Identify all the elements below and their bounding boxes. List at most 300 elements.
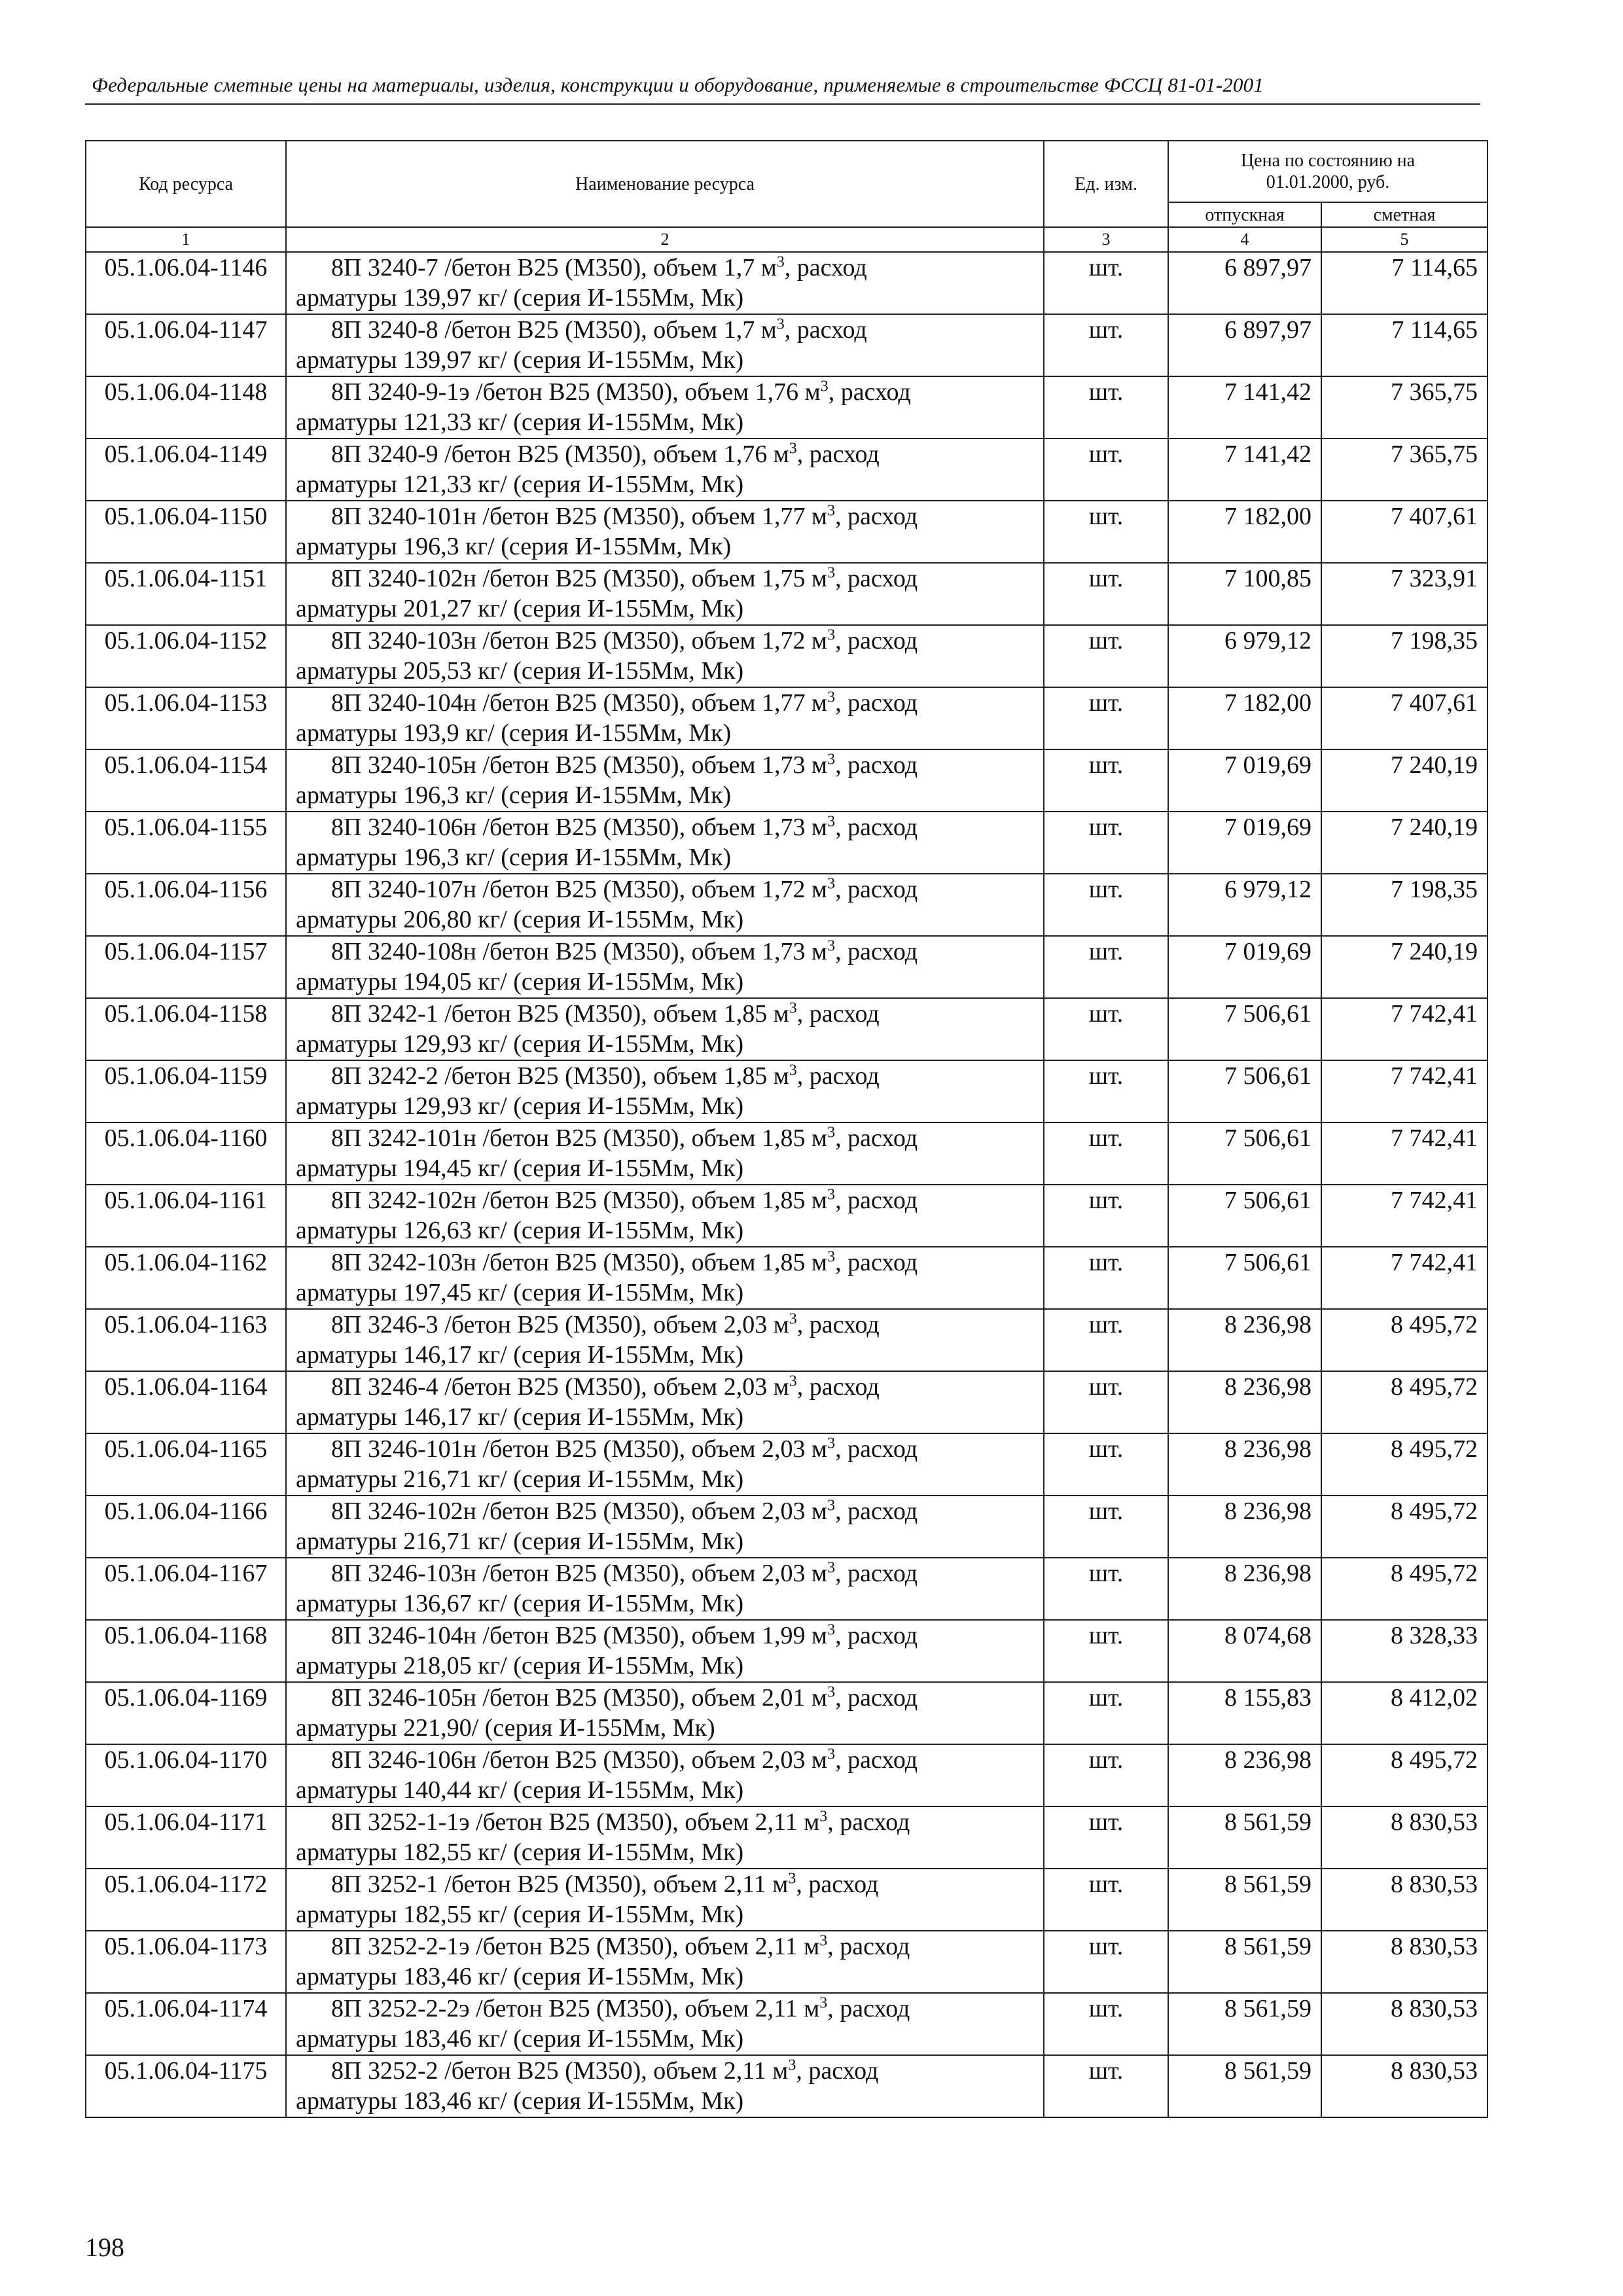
release-price: 7 506,61	[1168, 1185, 1321, 1247]
resource-code: 05.1.06.04-1165	[86, 1433, 286, 1496]
unit: шт.	[1044, 687, 1168, 749]
resource-code: 05.1.06.04-1157	[86, 936, 286, 998]
resource-name-line2: арматуры 183,46 кг/ (серия И-155Мм, Мк)	[296, 2087, 744, 2115]
resource-name	[286, 998, 1044, 1060]
resource-code: 05.1.06.04-1172	[86, 1869, 286, 1931]
unit: шт.	[1044, 1620, 1168, 1682]
column-number-row	[86, 227, 1488, 252]
cubic-superscript: 3	[789, 999, 797, 1017]
estimate-price: 8 495,72	[1321, 1433, 1488, 1496]
resource-name-part: , расход	[835, 814, 918, 841]
resource-name-part: , расход	[835, 1187, 918, 1214]
cubic-superscript: 3	[827, 1186, 836, 1204]
resource-name-part: , расход	[835, 1684, 918, 1712]
estimate-price: 8 830,53	[1321, 1869, 1488, 1931]
estimate-price: 7 240,19	[1321, 749, 1488, 812]
release-price: 8 561,59	[1168, 1806, 1321, 1869]
resource-name	[286, 1931, 1044, 1993]
release-price: 8 561,59	[1168, 2055, 1321, 2117]
resource-name-part: , расход	[827, 1808, 910, 1836]
resource-name-part: , расход	[835, 1622, 918, 1649]
cubic-superscript: 3	[776, 253, 785, 271]
resource-name-line2: арматуры 139,97 кг/ (серия И-155Мм, Мк)	[296, 284, 744, 312]
resource-name-line2: арматуры 196,3 кг/ (серия И-155Мм, Мк)	[296, 844, 732, 871]
table-row	[86, 501, 1488, 563]
unit: шт.	[1044, 1371, 1168, 1433]
resource-name	[286, 1620, 1044, 1682]
resource-name-part: 8П 3246-105н /бетон В25 (М350), объем 2,01 м	[331, 1684, 828, 1712]
resource-name-line2: арматуры 218,05 кг/ (серия И-155Мм, Мк)	[296, 1652, 744, 1679]
resource-name-line2: арматуры 216,71 кг/ (серия И-155Мм, Мк)	[296, 1465, 744, 1493]
resource-name-part: , расход	[835, 1560, 918, 1587]
resource-name-part: 8П 3240-8 /бетон В25 (М350), объем 1,7 м	[331, 316, 777, 344]
cubic-superscript: 3	[827, 1497, 836, 1515]
resource-name	[286, 936, 1044, 998]
estimate-price: 7 114,65	[1321, 252, 1488, 314]
unit: шт.	[1044, 376, 1168, 439]
resource-code: 05.1.06.04-1156	[86, 874, 286, 936]
resource-name-part: , расход	[796, 2057, 879, 2085]
release-price: 8 236,98	[1168, 1496, 1321, 1558]
table-row	[86, 625, 1488, 687]
cubic-superscript: 3	[827, 875, 836, 893]
cubic-superscript: 3	[827, 689, 836, 706]
resource-code: 05.1.06.04-1152	[86, 625, 286, 687]
resource-name	[286, 1993, 1044, 2055]
unit: шт.	[1044, 812, 1168, 874]
release-price: 8 236,98	[1168, 1433, 1321, 1496]
resource-code: 05.1.06.04-1171	[86, 1806, 286, 1869]
resource-name-part: 8П 3242-101н /бетон В25 (М350), объем 1,85 м	[331, 1124, 828, 1152]
release-price: 6 979,12	[1168, 625, 1321, 687]
unit: шт.	[1044, 1496, 1168, 1558]
unit: шт.	[1044, 936, 1168, 998]
resource-name-part: , расход	[796, 1062, 880, 1090]
resource-name-part: , расход	[835, 503, 918, 530]
estimate-price: 8 495,72	[1321, 1744, 1488, 1806]
resource-name-part: 8П 3240-101н /бетон В25 (М350), объем 1,77 м	[331, 503, 828, 530]
table-row	[86, 1371, 1488, 1433]
resource-name-line2: арматуры 197,45 кг/ (серия И-155Мм, Мк)	[296, 1279, 744, 1306]
estimate-price: 8 830,53	[1321, 1806, 1488, 1869]
cubic-superscript: 3	[827, 1621, 836, 1639]
resource-name-line2: арматуры 182,55 кг/ (серия И-155Мм, Мк)	[296, 1901, 744, 1928]
table-row	[86, 1682, 1488, 1744]
estimate-price: 7 407,61	[1321, 501, 1488, 563]
resource-name-part: , расход	[827, 1933, 910, 1960]
resource-name-line2: арматуры 140,44 кг/ (серия И-155Мм, Мк)	[296, 1776, 744, 1804]
resource-name-part: 8П 3246-106н /бетон В25 (М350), объем 2,03 м	[331, 1746, 828, 1774]
unit: шт.	[1044, 1122, 1168, 1185]
resource-name	[286, 1496, 1044, 1558]
estimate-price: 7 198,35	[1321, 874, 1488, 936]
release-price: 6 897,97	[1168, 314, 1321, 376]
resource-name-part: 8П 3240-102н /бетон В25 (М350), объем 1,75 м	[331, 565, 828, 592]
resource-name-part: 8П 3252-2-2э /бетон В25 (М350), объем 2,11 м	[331, 1995, 820, 2022]
release-price: 8 236,98	[1168, 1309, 1321, 1371]
cubic-superscript: 3	[827, 751, 836, 768]
cubic-superscript: 3	[827, 502, 836, 520]
estimate-price: 8 495,72	[1321, 1496, 1488, 1558]
unit: шт.	[1044, 625, 1168, 687]
table-row	[86, 874, 1488, 936]
cubic-superscript: 3	[819, 1994, 828, 2012]
resource-name	[286, 314, 1044, 376]
estimate-price: 7 742,41	[1321, 1247, 1488, 1309]
resource-name-part: 8П 3240-104н /бетон В25 (М350), объем 1,77 м	[331, 689, 828, 717]
resource-code: 05.1.06.04-1149	[86, 439, 286, 501]
resource-name	[286, 749, 1044, 812]
resource-name-part: , расход	[835, 1746, 918, 1774]
resource-name	[286, 812, 1044, 874]
resource-name-part: , расход	[835, 751, 918, 779]
resource-name-part: 8П 3246-104н /бетон В25 (М350), объем 1,99 м	[331, 1622, 828, 1649]
table-row	[86, 1806, 1488, 1869]
resource-code: 05.1.06.04-1160	[86, 1122, 286, 1185]
resource-name-line2: арматуры 183,46 кг/ (серия И-155Мм, Мк)	[296, 2025, 744, 2053]
table-row	[86, 998, 1488, 1060]
release-price: 8 561,59	[1168, 1993, 1321, 2055]
release-price: 7 506,61	[1168, 1247, 1321, 1309]
resource-name-part: , расход	[796, 1311, 880, 1338]
resource-name	[286, 252, 1044, 314]
resource-name-part: , расход	[827, 1995, 910, 2022]
resource-name-line2: арматуры 146,17 кг/ (серия И-155Мм, Мк)	[296, 1403, 744, 1431]
estimate-price: 8 328,33	[1321, 1620, 1488, 1682]
release-price: 7 019,69	[1168, 749, 1321, 812]
table-row	[86, 1869, 1488, 1931]
column-number: 1	[86, 227, 286, 252]
header-price: Цена по состоянию на 01.01.2000, руб.	[1168, 141, 1488, 202]
table-row	[86, 1496, 1488, 1558]
cubic-superscript: 3	[827, 1559, 836, 1577]
cubic-superscript: 3	[819, 1808, 828, 1825]
resource-name-line2: арматуры 129,93 кг/ (серия И-155Мм, Мк)	[296, 1030, 744, 1058]
column-number: 4	[1168, 227, 1321, 252]
resource-code: 05.1.06.04-1164	[86, 1371, 286, 1433]
resource-name-part: , расход	[796, 1373, 880, 1401]
resource-name-part: 8П 3252-2 /бетон В25 (М350), объем 2,11 м	[331, 2057, 789, 2085]
resource-name-part: 8П 3240-108н /бетон В25 (М350), объем 1,73 м	[331, 938, 828, 965]
resource-code: 05.1.06.04-1161	[86, 1185, 286, 1247]
cubic-superscript: 3	[820, 378, 829, 395]
resource-name-part: 8П 3240-107н /бетон В25 (М350), объем 1,72 м	[331, 876, 828, 903]
unit: шт.	[1044, 1931, 1168, 1993]
unit: шт.	[1044, 501, 1168, 563]
release-price: 6 979,12	[1168, 874, 1321, 936]
running-header-title: Федеральные сметные цены на материалы, изделия, конструкции и оборудование, применяемые в строительстве ФССЦ 81-01-2001	[92, 73, 1264, 96]
estimate-price: 7 323,91	[1321, 563, 1488, 625]
release-price: 7 100,85	[1168, 563, 1321, 625]
resource-code: 05.1.06.04-1146	[86, 252, 286, 314]
resource-name	[286, 1060, 1044, 1122]
resource-name	[286, 1247, 1044, 1309]
resource-name-part: , расход	[835, 1435, 918, 1463]
resource-name-part: 8П 3242-1 /бетон В25 (М350), объем 1,85 м	[331, 1000, 789, 1028]
resource-name	[286, 439, 1044, 501]
estimate-price: 7 742,41	[1321, 1060, 1488, 1122]
resource-name-part: 8П 3246-102н /бетон В25 (М350), объем 2,03 м	[331, 1498, 828, 1525]
resource-name	[286, 625, 1044, 687]
resource-name-line2: арматуры 196,3 кг/ (серия И-155Мм, Мк)	[296, 781, 732, 809]
resource-name-part: 8П 3252-2-1э /бетон В25 (М350), объем 2,11 м	[331, 1933, 820, 1960]
resource-name-line2: арматуры 183,46 кг/ (серия И-155Мм, Мк)	[296, 1963, 744, 1990]
resource-name-part: 8П 3242-2 /бетон В25 (М350), объем 1,85 м	[331, 1062, 789, 1090]
cubic-superscript: 3	[827, 1746, 836, 1763]
unit: шт.	[1044, 1309, 1168, 1371]
resource-name-part: , расход	[835, 1249, 918, 1276]
resource-name-part: 8П 3246-101н /бетон В25 (М350), объем 2,03 м	[331, 1435, 828, 1463]
resource-name-part: 8П 3240-9-1э /бетон В25 (М350), объем 1,76 м	[331, 378, 821, 406]
estimate-price: 7 407,61	[1321, 687, 1488, 749]
estimate-price: 7 365,75	[1321, 439, 1488, 501]
estimate-price: 7 114,65	[1321, 314, 1488, 376]
estimate-price: 8 830,53	[1321, 1931, 1488, 1993]
table-row	[86, 439, 1488, 501]
release-price: 8 236,98	[1168, 1558, 1321, 1620]
estimate-price: 7 240,19	[1321, 936, 1488, 998]
resource-name-line2: арматуры 205,53 кг/ (серия И-155Мм, Мк)	[296, 657, 744, 685]
estimate-price: 7 742,41	[1321, 1122, 1488, 1185]
estimate-price: 7 365,75	[1321, 376, 1488, 439]
resource-code: 05.1.06.04-1167	[86, 1558, 286, 1620]
table-row	[86, 749, 1488, 812]
header-rule	[85, 103, 1480, 105]
release-price: 6 897,97	[1168, 252, 1321, 314]
unit: шт.	[1044, 1682, 1168, 1744]
table-row	[86, 687, 1488, 749]
resource-code: 05.1.06.04-1155	[86, 812, 286, 874]
unit: шт.	[1044, 252, 1168, 314]
column-number: 5	[1321, 227, 1488, 252]
release-price: 8 155,83	[1168, 1682, 1321, 1744]
unit: шт.	[1044, 1433, 1168, 1496]
unit: шт.	[1044, 1869, 1168, 1931]
resource-name-part: 8П 3242-102н /бетон В25 (М350), объем 1,85 м	[331, 1187, 828, 1214]
resource-code: 05.1.06.04-1169	[86, 1682, 286, 1744]
table-row	[86, 1122, 1488, 1185]
cubic-superscript: 3	[789, 1372, 797, 1390]
release-price: 7 019,69	[1168, 812, 1321, 874]
resource-name-line2: арматуры 193,9 кг/ (серия И-155Мм, Мк)	[296, 719, 732, 747]
resource-name-part: , расход	[796, 1871, 879, 1898]
resource-code: 05.1.06.04-1163	[86, 1309, 286, 1371]
unit: шт.	[1044, 1993, 1168, 2055]
resource-code: 05.1.06.04-1174	[86, 1993, 286, 2055]
resource-name	[286, 1806, 1044, 1869]
estimate-price: 8 495,72	[1321, 1309, 1488, 1371]
resource-name	[286, 1744, 1044, 1806]
release-price: 8 561,59	[1168, 1931, 1321, 1993]
release-price: 8 236,98	[1168, 1744, 1321, 1806]
table-row	[86, 1620, 1488, 1682]
resource-name-part: 8П 3246-4 /бетон В25 (М350), объем 2,03 м	[331, 1373, 789, 1401]
header-code: Код ресурса	[86, 141, 286, 227]
unit: шт.	[1044, 1558, 1168, 1620]
unit: шт.	[1044, 998, 1168, 1060]
table-row	[86, 2055, 1488, 2117]
release-price: 7 141,42	[1168, 439, 1321, 501]
resource-name	[286, 1682, 1044, 1744]
cubic-superscript: 3	[827, 626, 836, 644]
resource-name-line2: арматуры 126,63 кг/ (серия И-155Мм, Мк)	[296, 1217, 744, 1244]
table-row	[86, 936, 1488, 998]
cubic-superscript: 3	[827, 813, 836, 831]
column-number: 3	[1044, 227, 1168, 252]
resource-code: 05.1.06.04-1170	[86, 1744, 286, 1806]
resource-name-line2: арматуры 129,93 кг/ (серия И-155Мм, Мк)	[296, 1092, 744, 1120]
resource-code: 05.1.06.04-1159	[86, 1060, 286, 1122]
estimate-price: 8 495,72	[1321, 1371, 1488, 1433]
resource-name-line2: арматуры 139,97 кг/ (серия И-155Мм, Мк)	[296, 346, 744, 374]
cubic-superscript: 3	[788, 1870, 796, 1888]
header-unit: Ед. изм.	[1044, 141, 1168, 227]
cubic-superscript: 3	[789, 1310, 797, 1328]
release-price: 7 506,61	[1168, 1122, 1321, 1185]
resource-name	[286, 376, 1044, 439]
resource-code: 05.1.06.04-1168	[86, 1620, 286, 1682]
resource-name-part: 8П 3252-1 /бетон В25 (М350), объем 2,11 м	[331, 1871, 789, 1898]
resource-name-part: , расход	[835, 627, 918, 655]
unit: шт.	[1044, 1806, 1168, 1869]
resource-name-part: , расход	[835, 689, 918, 717]
resource-name-line2: арматуры 121,33 кг/ (серия И-155Мм, Мк)	[296, 408, 744, 436]
unit: шт.	[1044, 2055, 1168, 2117]
resource-name-line2: арматуры 201,27 кг/ (серия И-155Мм, Мк)	[296, 595, 744, 622]
cubic-superscript: 3	[789, 1062, 797, 1079]
price-table	[85, 140, 1488, 2118]
resource-name	[286, 1309, 1044, 1371]
table-row	[86, 1433, 1488, 1496]
header-release-price: отпускная	[1168, 202, 1321, 227]
resource-name	[286, 1433, 1044, 1496]
release-price: 7 182,00	[1168, 687, 1321, 749]
resource-name	[286, 1122, 1044, 1185]
price-table-body	[86, 227, 1488, 2117]
resource-code: 05.1.06.04-1154	[86, 749, 286, 812]
unit: шт.	[1044, 1185, 1168, 1247]
resource-name-part: 8П 3240-9 /бетон В25 (М350), объем 1,76 м	[331, 440, 789, 468]
resource-name	[286, 1558, 1044, 1620]
resource-name-part: , расход	[835, 565, 918, 592]
release-price: 7 506,61	[1168, 1060, 1321, 1122]
resource-code: 05.1.06.04-1148	[86, 376, 286, 439]
table-row	[86, 1060, 1488, 1122]
resource-code: 05.1.06.04-1173	[86, 1931, 286, 1993]
header-name: Наименование ресурса	[286, 141, 1044, 227]
release-price: 7 141,42	[1168, 376, 1321, 439]
estimate-price: 8 830,53	[1321, 2055, 1488, 2117]
unit: шт.	[1044, 749, 1168, 812]
table-row	[86, 812, 1488, 874]
table-row	[86, 1185, 1488, 1247]
cubic-superscript: 3	[827, 937, 836, 955]
resource-name-line2: арматуры 182,55 кг/ (серия И-155Мм, Мк)	[296, 1839, 744, 1866]
resource-name-part: 8П 3240-103н /бетон В25 (М350), объем 1,72 м	[331, 627, 828, 655]
release-price: 7 182,00	[1168, 501, 1321, 563]
header-estimate-price: сметная	[1321, 202, 1488, 227]
table-row	[86, 1744, 1488, 1806]
resource-name-line2: арматуры 216,71 кг/ (серия И-155Мм, Мк)	[296, 1528, 744, 1555]
resource-name-part: , расход	[784, 254, 867, 281]
resource-name-line2: арматуры 196,3 кг/ (серия И-155Мм, Мк)	[296, 533, 732, 560]
estimate-price: 7 742,41	[1321, 1185, 1488, 1247]
resource-name-part: , расход	[796, 1000, 880, 1028]
table-row	[86, 1993, 1488, 2055]
resource-name-line2: арматуры 136,67 кг/ (серия И-155Мм, Мк)	[296, 1590, 744, 1617]
cubic-superscript: 3	[789, 440, 797, 457]
resource-name-line2: арматуры 206,80 кг/ (серия И-155Мм, Мк)	[296, 906, 744, 933]
unit: шт.	[1044, 563, 1168, 625]
resource-name	[286, 1371, 1044, 1433]
cubic-superscript: 3	[776, 315, 785, 333]
resource-code: 05.1.06.04-1166	[86, 1496, 286, 1558]
cubic-superscript: 3	[819, 1932, 828, 1950]
release-price: 8 236,98	[1168, 1371, 1321, 1433]
resource-name-line2: арматуры 146,17 кг/ (серия И-155Мм, Мк)	[296, 1341, 744, 1369]
resource-name-part: 8П 3240-7 /бетон В25 (М350), объем 1,7 м	[331, 254, 777, 281]
resource-name	[286, 2055, 1044, 2117]
table-row	[86, 376, 1488, 439]
table-row	[86, 563, 1488, 625]
resource-name	[286, 1185, 1044, 1247]
resource-name-part: 8П 3240-105н /бетон В25 (М350), объем 1,73 м	[331, 751, 828, 779]
resource-name	[286, 563, 1044, 625]
resource-name-part: 8П 3246-103н /бетон В25 (М350), объем 2,03 м	[331, 1560, 828, 1587]
release-price: 8 561,59	[1168, 1869, 1321, 1931]
resource-name-line2: арматуры 221,90/ (серия И-155Мм, Мк)	[296, 1714, 715, 1742]
unit: шт.	[1044, 1060, 1168, 1122]
resource-name	[286, 1869, 1044, 1931]
estimate-price: 7 742,41	[1321, 998, 1488, 1060]
resource-code: 05.1.06.04-1151	[86, 563, 286, 625]
unit: шт.	[1044, 439, 1168, 501]
release-price: 8 074,68	[1168, 1620, 1321, 1682]
unit: шт.	[1044, 1247, 1168, 1309]
table-row	[86, 1931, 1488, 1993]
resource-name-part: , расход	[835, 938, 918, 965]
resource-code: 05.1.06.04-1158	[86, 998, 286, 1060]
release-price: 7 506,61	[1168, 998, 1321, 1060]
estimate-price: 8 495,72	[1321, 1558, 1488, 1620]
resource-name-part: , расход	[784, 316, 867, 344]
resource-name-part: 8П 3252-1-1э /бетон В25 (М350), объем 2,11 м	[331, 1808, 820, 1836]
resource-name	[286, 501, 1044, 563]
estimate-price: 7 240,19	[1321, 812, 1488, 874]
resource-name-part: , расход	[835, 1498, 918, 1525]
table-row	[86, 1309, 1488, 1371]
resource-name-line2: арматуры 121,33 кг/ (серия И-155Мм, Мк)	[296, 471, 744, 498]
table-row	[86, 1558, 1488, 1620]
resource-code: 05.1.06.04-1150	[86, 501, 286, 563]
estimate-price: 8 412,02	[1321, 1682, 1488, 1744]
resource-code: 05.1.06.04-1175	[86, 2055, 286, 2117]
resource-name-line2: арматуры 194,45 кг/ (серия И-155Мм, Мк)	[296, 1155, 744, 1182]
column-number: 2	[286, 227, 1044, 252]
resource-name-part: 8П 3242-103н /бетон В25 (М350), объем 1,85 м	[331, 1249, 828, 1276]
resource-name-part: 8П 3240-106н /бетон В25 (М350), объем 1,73 м	[331, 814, 828, 841]
resource-name	[286, 687, 1044, 749]
table-row	[86, 1247, 1488, 1309]
resource-name-part: , расход	[835, 876, 918, 903]
resource-name-part: , расход	[796, 440, 880, 468]
table-row	[86, 252, 1488, 314]
estimate-price: 8 830,53	[1321, 1993, 1488, 2055]
unit: шт.	[1044, 1744, 1168, 1806]
resource-name-part: , расход	[828, 378, 911, 406]
page-number: 198	[85, 2233, 124, 2262]
unit: шт.	[1044, 874, 1168, 936]
